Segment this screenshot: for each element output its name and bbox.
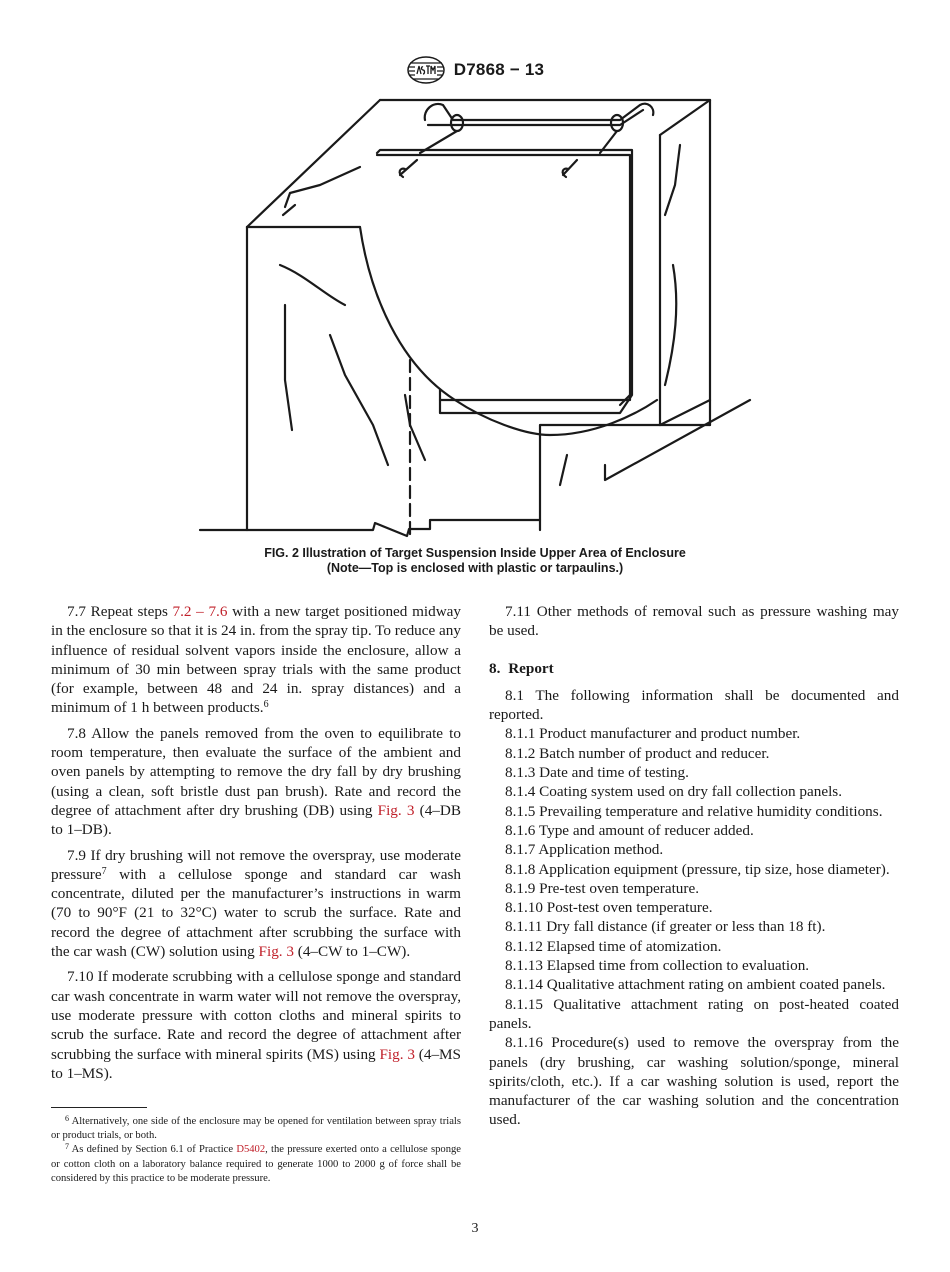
list-item: 8.1.7 Application method. — [505, 841, 664, 859]
page-header — [0, 55, 950, 90]
footnote-text: Alternatively, one side of the enclosure may be opened for ventilation between spray trials or product trials, or both. — [51, 1116, 461, 1142]
paragraph-7-7 — [51, 602, 461, 718]
text-run: (4–CW to 1–CW). — [293, 943, 411, 961]
document-id: D7868 − 13 — [453, 60, 545, 79]
list-item: 8.1.1 Product manufacturer and product number. — [505, 725, 801, 743]
footnote-6 — [51, 1115, 461, 1143]
ground-line — [200, 520, 540, 536]
link-fig-3[interactable]: Fig. 3 — [377, 801, 415, 819]
paragraph-7-9 — [51, 846, 461, 962]
enclosure-right-base — [540, 425, 710, 530]
list-item: 8.1.13 Elapsed time from collection to evaluation. — [505, 957, 810, 975]
text-run: 7.7 Repeat steps — [67, 603, 173, 620]
list-item: 8.1.14 Qualitative attachment rating on ambient coated panels. — [505, 976, 886, 994]
text-run: with a new target positioned midway in the enclosure so that it is 24 in. from the spray tip. To reduce any influence of residual solvent vapors inside the enclosure, allow a minimum of 30 min between spray trials with the same product (for example, between 48 and 24 in. spray distances) and a minimum of 1 h between products. — [51, 603, 461, 717]
tarp-fold-9 — [560, 455, 567, 485]
tarp-fold-8 — [665, 265, 676, 385]
section-heading-report — [489, 659, 899, 678]
paragraph-7-11: 7.11 Other methods of removal such as pressure washing may be used. — [489, 603, 899, 640]
link-fig-3[interactable]: Fig. 3 — [258, 943, 294, 961]
paragraph-8-1: 8.1 The following information shall be documented and reported. — [489, 686, 899, 724]
ground-break — [605, 400, 750, 480]
tarp-fold-3 — [280, 265, 345, 305]
footnote-text: As defined by Section 6.1 of Practice — [69, 1144, 237, 1156]
footnote-text: , the pressure exerted onto a cellulose sponge or cotton cloth on a laboratory balance required to generate 1000 to 2000 g of force shall be considered by this practice to be moderate pressure. — [51, 1144, 461, 1184]
list-item: 8.1.10 Post-test oven temperature. — [505, 899, 713, 917]
footnote-divider — [51, 1107, 147, 1108]
list-item: 8.1.16 Procedure(s) used to remove the overspray from the panels (dry brushing, car washing solution/sponge, mineral spirits/cloth, etc.). If a car washing solution is used, report the manufacturer of the car washing solution and the concentration used. — [489, 1034, 899, 1129]
list-item: 8.1.8 Application equipment (pressure, tip size, hose diameter). — [505, 860, 890, 878]
figure-caption-note: (Note—Top is enclosed with plastic or tarpaulins.) — [326, 561, 624, 575]
report-items-list — [489, 724, 899, 1129]
footnote-ref-7[interactable]: 7 — [101, 865, 107, 877]
list-item: 8.1.12 Elapsed time of atomization. — [505, 937, 722, 955]
enclosure-top-left — [247, 100, 380, 227]
footnote-number: 6 — [65, 1114, 69, 1123]
page-number: 3 — [471, 1221, 479, 1236]
list-item: 8.1.9 Pre-test oven temperature. — [505, 879, 699, 897]
figure-caption — [0, 546, 950, 576]
link-steps-7-2-7-6[interactable]: 7.2 – 7.6 — [172, 603, 228, 620]
list-item: 8.1.5 Prevailing temperature and relative humidity conditions. — [505, 802, 883, 820]
panel-hook-right — [563, 160, 577, 177]
hanging-rod — [425, 104, 654, 120]
footnotes — [51, 1115, 461, 1186]
right-column — [489, 602, 899, 1130]
text-run: (4–DB to 1–DB). — [51, 801, 462, 839]
text-run: 7.8 Allow the panels removed from the oven to equilibrate to room temperature, then evaluate the surface of the ambient and oven panels by attempting to remove the dry fall by dry brushing (using a clean, soft bristle dust pan brush). Rate and record the degree of attachment after dry brushing (DB) using — [51, 724, 461, 819]
tarp-fold-1 — [285, 167, 360, 207]
tarp-fold-4 — [285, 305, 292, 430]
enclosure-right-top — [660, 100, 710, 135]
list-item: 8.1.4 Coating system used on dry fall collection panels. — [505, 783, 843, 801]
footnote-number: 7 — [65, 1142, 69, 1152]
tarp-fold-7 — [665, 145, 680, 215]
list-item: 8.1.11 Dry fall distance (if greater or less than 18 ft). — [505, 918, 826, 936]
link-fig-3[interactable]: Fig. 3 — [379, 1045, 415, 1063]
tarp-curve — [360, 227, 657, 435]
rod-clamp-left — [451, 115, 463, 131]
link-d5402[interactable]: D5402 — [236, 1144, 266, 1156]
panel-hook-left — [400, 160, 417, 177]
list-item: 8.1.15 Qualitative attachment rating on post-heated coated panels. — [489, 995, 899, 1032]
list-item: 8.1.3 Date and time of testing. — [505, 764, 689, 782]
text-run: 7.10 If moderate scrubbing with a cellulose sponge and standard car wash concentrate in warm water will not remove the overspray, use moderate pressure with cotton cloths and mineral spirits to scrub the surface. Rate and record the degree of attachment after scrubbing the surface with mineral spirits (MS) using — [51, 968, 461, 1063]
enclosure-illustration — [195, 95, 755, 540]
text-run: with a cellulose sponge and standard car wash concentrate, diluted per the manufacturer’s instructions in warm (70 to 90°F (21 to 32°C) water to scrub the surface. Rate and record the degree of attachment after scrubbing the surface with the car wash (CW) solution using — [51, 865, 461, 961]
text-run: (4–MS to 1–MS). — [51, 1045, 461, 1082]
tarp-fold-5 — [330, 335, 388, 465]
target-panel-edge — [377, 150, 632, 413]
footnote-ref-6[interactable]: 6 — [263, 699, 269, 711]
tarp-fold-6 — [405, 395, 425, 460]
text-run: 7.9 If dry brushing will not remove the overspray, use moderate pressure — [51, 846, 461, 883]
list-item: 8.1.6 Type and amount of reducer added. — [505, 821, 754, 839]
astm-logo-icon — [406, 55, 446, 85]
figure-caption-title: FIG. 2 Illustration of Target Suspension Inside Upper Area of Enclosure — [264, 546, 686, 560]
paragraph-7-8 — [51, 724, 461, 840]
paragraph-7-10 — [51, 967, 461, 1083]
section-number: 8. — [489, 659, 501, 677]
left-column — [51, 602, 461, 1089]
enclosure-right-face — [660, 400, 710, 425]
list-item: 8.1.2 Batch number of product and reducer. — [505, 744, 770, 762]
section-title: Report — [508, 659, 554, 677]
footnote-7 — [51, 1143, 461, 1186]
